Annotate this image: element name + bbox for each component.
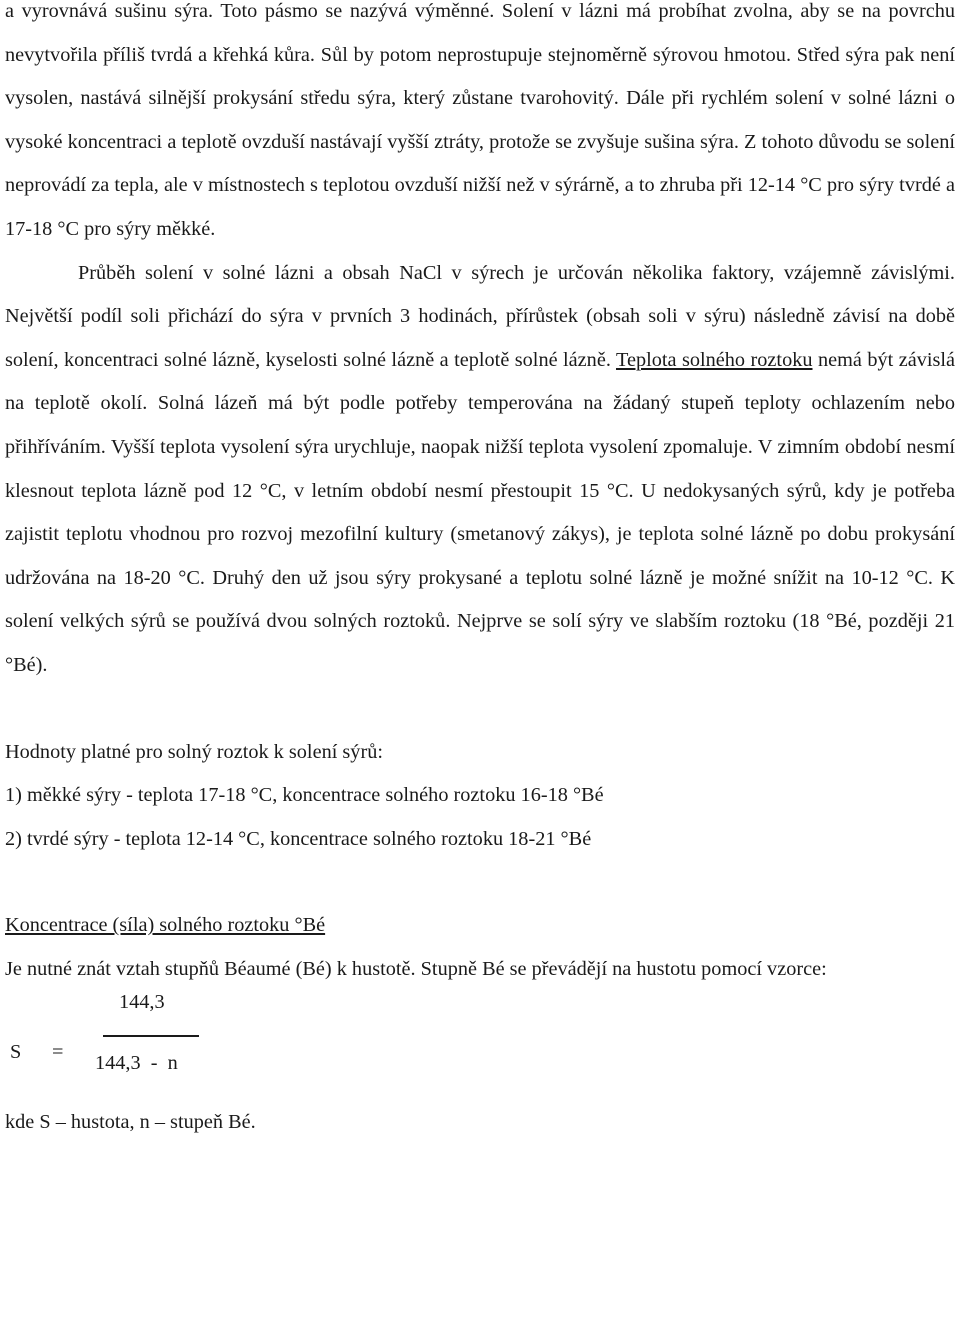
formula-numerator: 144,3 (119, 991, 165, 1014)
values-heading: Hodnoty platné pro solný roztok k solení sýrů: (5, 740, 383, 763)
formula-legend: kde S – hustota, n – stupeň Bé. (5, 1111, 256, 1134)
density-formula (5, 991, 955, 1101)
concentration-heading: Koncentrace (síla) solného roztoku °Bé (5, 914, 326, 937)
paragraph-salting-zone: a vyrovnává sušinu sýra. Toto pásmo se nazývá výměnné. Solení v lázni má probíhat zvolna, aby se na povrchu nevytvořila příliš tvrdá a křehká kůra. Sůl by potom neprostupuje stejnoměrně sýrovou hmotou. Střed sýra pak není vysolen, nastává silnější prokysání středu sýra, který zůstane tvarohovitý. Dále při rychlém solení v solné lázni o vysoké koncentraci a teplotě ovzduší nastávají vyšší ztráty, protože se zvyšuje sušina sýra. Z tohoto důvodu se solení neprovádí za tepla, ale v místnostech s teplotou ovzduší nižší než v sýrárně, a to zhruba při 12-14 °C pro sýry tvrdé a 17-18 °C pro sýry měkké. (5, 0, 955, 240)
paragraph-text-after: nemá být závislá na teplotě okolí. Solná lázeň má být podle potřeby temperována na žádaný stupeň teploty ochlazením nebo přihříváním. Vyšší teplota vysolení sýra urychluje, naopak nižší teplota vysolení zpomaluje. V zimním období nesmí klesnout teplota lázně pod 12 °C, v letním období nesmí přestoupit 15 °C. U nedokysaných sýrů, kdy je potřeba zajistit teplotu vhodnou pro rozvoj mezofilní kultury (smetanový zákys), je teplota solné lázně po dobu prokysání udržována na 18-20 °C. Druhý den už jsou sýry prokysané a teplotu solné lázně je možné snížit na 10-12 °C. K solení velkých sýrů se používá dvou solných roztoků. Nejprve se solí sýry ve slabším roztoku (18 °Bé, později 21 °Bé). (5, 348, 956, 676)
formula-equals: = (52, 1041, 64, 1064)
spacer (5, 688, 955, 731)
value-item-soft-cheese: 1) měkké sýry - teplota 17-18 °C, koncentrace solného roztoku 16-18 °Bé (5, 784, 604, 807)
value-item-hard-cheese: 2) tvrdé sýry - teplota 12-14 °C, koncentrace solného roztoku 18-21 °Bé (5, 827, 592, 850)
formula-lhs: S (10, 1041, 22, 1064)
formula-denominator: 144,3 - n (95, 1052, 178, 1075)
fraction-bar (103, 1035, 199, 1037)
paragraph-salting-factors (5, 252, 955, 688)
underlined-phrase: Teplota solného roztoku (616, 348, 813, 371)
paragraph-text-before: Průběh solení v solné lázni a obsah NaCl v sýrech je určován několika faktory, vzájemně závislými. Největší podíl soli přichází do sýra v prvních 3 hodinách, přírůstek (obsah soli v sýru) následně závisí na době solení, koncentraci solné lázně, kyselosti solné lázně a teplotě solné lázně. (5, 261, 955, 371)
spacer (5, 861, 955, 904)
concentration-text: Je nutné znát vztah stupňů Béaumé (Bé) k hustotě. Stupně Bé se převádějí na hustotu pomocí vzorce: (5, 957, 827, 980)
document-page (5, 0, 955, 1145)
